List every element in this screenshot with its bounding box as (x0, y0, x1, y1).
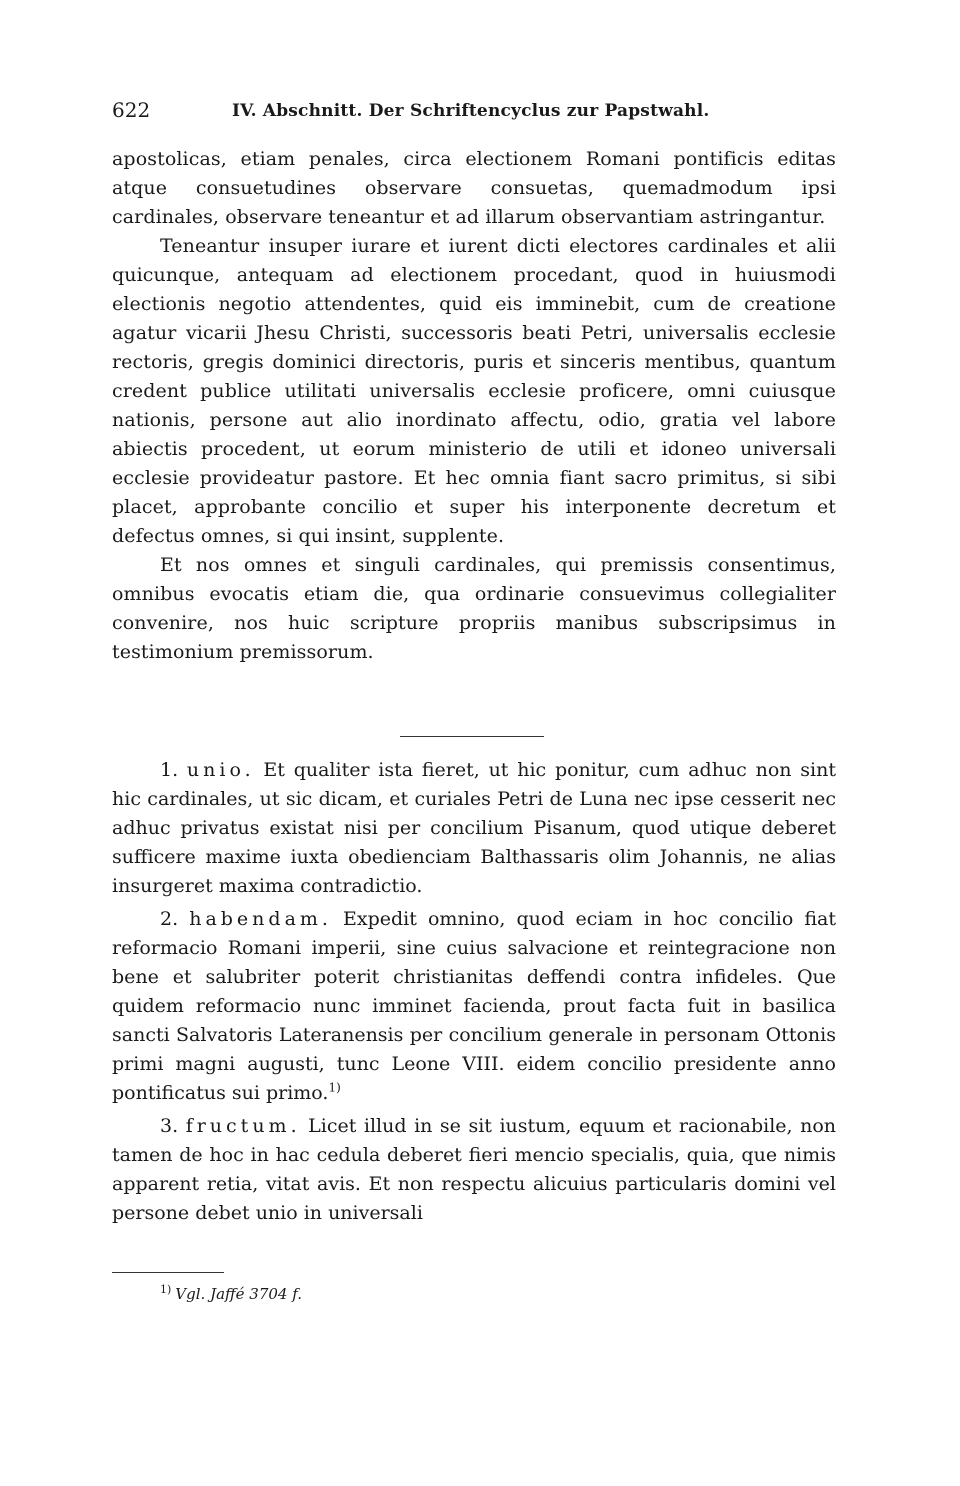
note-number: 1. (160, 759, 179, 781)
page-header (112, 98, 852, 128)
commentary-notes (112, 756, 836, 1232)
paragraph-1: apostolicas, etiam penales, circa electionem Romani pontificis editas atque consuetudines observare consuetas, quemadmodum ipsi cardinales, observare teneantur et ad illarum observantiam astringantur. (112, 148, 836, 228)
note-number: 2. (160, 908, 179, 930)
note-text: Et qualiter ista fieret, ut hic ponitur, cum adhuc non sint hic cardinales, ut sic dicam, et curiales Petri de Luna nec ipse cesserit nec adhuc privatus existat nisi per concilium Pisanum, quod utique deberet sufficere maxime iuxta obedienciam Balthassaris olim Johannis, ne alias insurgeret maxima contradictio. (112, 759, 836, 897)
note-1 (112, 756, 836, 901)
paragraph-3: Et nos omnes et singuli cardinales, qui premissis consentimus, omnibus evocatis etiam die, qua ordinarie consuevimus collegialiter convenire, nos huic scripture propriis manibus subscripsimus in testimonium premissorum. (112, 554, 836, 663)
note-lemma: fructum. (185, 1115, 301, 1137)
note-2 (112, 905, 836, 1108)
running-head: IV. Abschnitt. Der Schriftencyclus zur Papstwahl. (232, 101, 710, 121)
note-text: Licet illud in se sit iustum, equum et racionabile, non tamen de hoc in hac cedula deberet fieri mencio specialis, quia, que nimis apparent retia, vitat avis. Et non respectu alicuius particularis domini vel persone debet unio in universali (112, 1115, 837, 1224)
footnote-text: Vgl. Jaffé 3704 f. (175, 1285, 303, 1303)
section-divider (400, 736, 544, 737)
note-text: Expedit omnino, quod eciam in hoc concilio fiat reformacio Romani imperii, sine cuius salvacione et reintegracione non bene et salubriter poterit christianitas deffendi contra infideles. Que quidem reformacio nunc imminet facienda, prout facta fuit in basilica sancti Salvatoris Lateranensis per concilium generale in personam Ottonis primi magni augusti, tunc Leone VIII. eidem concilio presidente anno pontificatus sui primo. (112, 908, 836, 1104)
note-lemma: habendam. (189, 908, 332, 930)
paragraph-2: Teneantur insuper iurare et iurent dicti electores cardinales et alii quicunque, antequam ad electionem procedant, quod in huiusmodi electionis negotio attendentes, quid eis imminebit, cum de creatione agatur vicarii Jhesu Christi, successoris beati Petri, universalis ecclesie rectoris, gregis dominici directoris, puris et sinceris mentibus, quantum credent publice utilitati universalis ecclesie proficere, omni cuiusque nationis, persone aut alio inordinato affectu, odio, gratia vel labore abiectis procedent, ut eorum ministerio de utili et idoneo universali ecclesie provideatur pastore. Et hec omnia fiant sacro primitus, si sibi placet, approbante concilio et super his interponente decretum et defectus omnes, si qui insint, supplente. (112, 235, 836, 547)
page-number: 622 (112, 98, 151, 122)
note-number: 3. (160, 1115, 179, 1137)
footnote-rule (112, 1272, 224, 1273)
footnote (160, 1284, 302, 1304)
footnote-mark: 1) (160, 1283, 172, 1296)
main-text (112, 145, 836, 667)
footnote-reference[interactable]: 1) (328, 1080, 341, 1095)
note-lemma: unio. (186, 759, 255, 781)
note-3 (112, 1112, 836, 1228)
